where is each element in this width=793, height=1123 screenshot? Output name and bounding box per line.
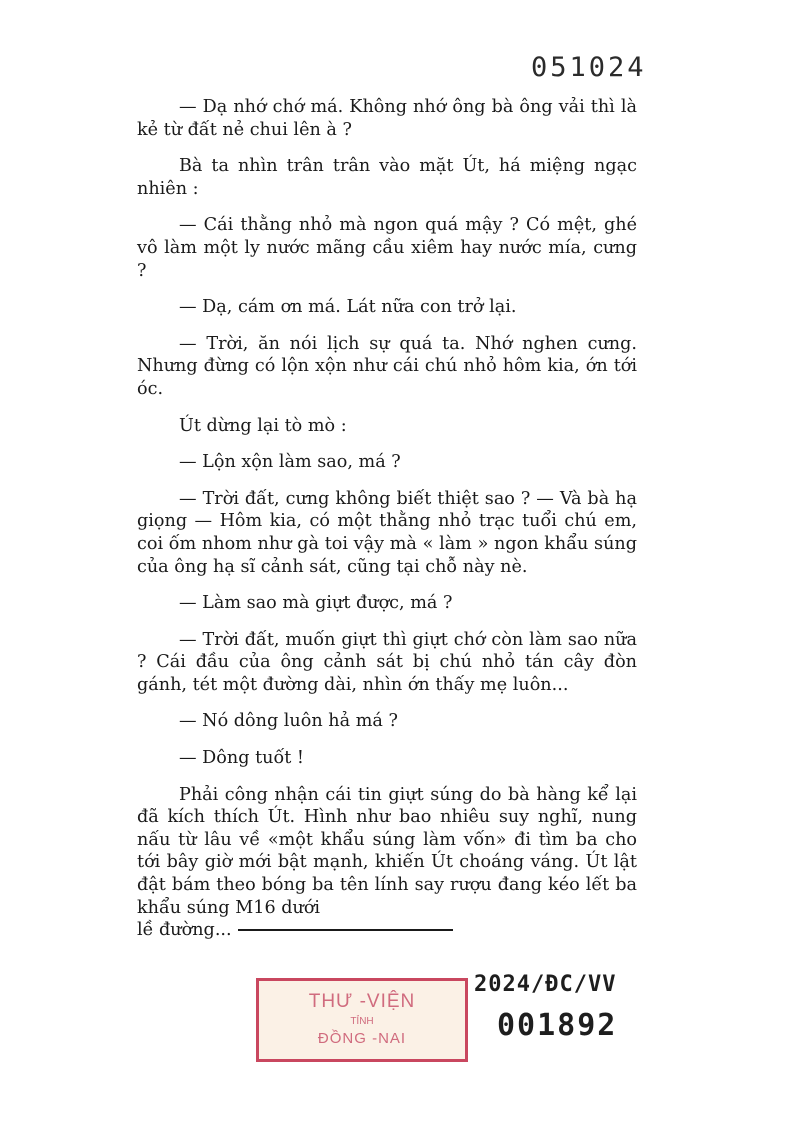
paragraph: — Trời đất, cưng không biết thiệt sao ? — Và bà hạ giọng — Hôm kia, có một thằng nhỏ trạc tuổi chú em, coi ốm nhom như gà toi vậy mà « làm » ngon khẩu súng của ông hạ sĩ cảnh sát, cũng tại chỗ này nè. (137, 488, 637, 577)
paragraph: Út dừng lại tò mò : (179, 415, 347, 436)
paragraph: — Lộn xộn làm sao, má ? (179, 452, 401, 473)
library-stamp-line3: ĐỒNG -NAI (317, 1030, 407, 1047)
paragraph-last-line (137, 919, 637, 942)
paragraph: — Làm sao mà giựt được, má ? (179, 593, 453, 614)
story-text (137, 96, 637, 942)
paragraph: — Dạ, cám ơn má. Lát nữa con trở lại. (179, 297, 517, 318)
accession-number-stamp: 001892 (497, 1008, 618, 1043)
paragraph: — Dông tuốt ! (179, 748, 304, 769)
library-stamp-line2: TỈNH (350, 1016, 374, 1027)
paragraph: Bà ta nhìn trân trân vào mặt Út, há miệng ngạc nhiên : (137, 156, 637, 199)
paragraph: — Trời, ăn nói lịch sự quá ta. Nhớ nghen cưng. Nhưng đừng có lộn xộn như cái chú nhỏ hôm kia, ớn tới óc. (137, 333, 637, 399)
paragraph: Phải công nhận cái tin giựt súng do bà hàng kể lại đã kích thích Út. Hình như bao nhiêu suy nghĩ, nung nấu từ lâu về «một khẩu súng làm vốn» đi tìm ba cho tới bây giờ mới bật mạnh, khiến Út choáng váng. Út lật đật bám theo bóng ba tên lính say rượu đang kéo lết ba khẩu súng M16 dưới (137, 784, 637, 918)
paragraph: — Nó dông luôn hả má ? (179, 711, 398, 732)
call-number-stamp: 2024/ĐC/VV (474, 972, 617, 997)
last-line-text: lề đường... (137, 920, 232, 941)
paragraph: — Cái thằng nhỏ mà ngon quá mậy ? Có mệt, ghé vô làm một ly nước mãng cầu xiêm hay nước mía, cưng ? (137, 215, 637, 281)
paragraph: — Trời đất, muốn giựt thì giựt chớ còn làm sao nữa ? Cái đầu của ông cảnh sát bị chú nhỏ tán cây đòn gánh, tét một đường dài, nhìn ớn thấy mẹ luôn... (137, 629, 637, 695)
paragraph: — Dạ nhớ chớ má. Không nhớ ông bà ông vải thì là kẻ từ đất nẻ chui lên à ? (137, 97, 637, 140)
library-stamp-line1: THƯ -VIỆN (308, 991, 416, 1012)
top-stamp-number: 051024 (531, 52, 647, 83)
library-stamp (256, 978, 468, 1062)
trailing-rule (238, 929, 453, 931)
